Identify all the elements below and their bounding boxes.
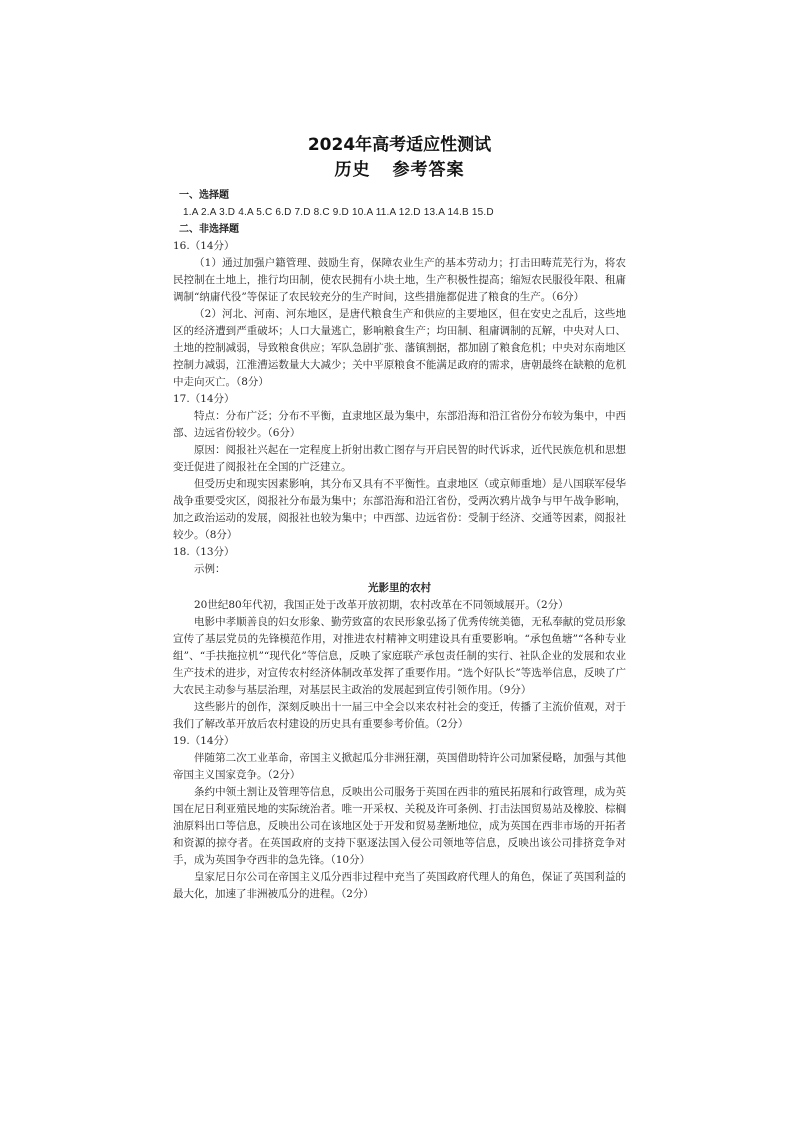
question-19-para3: 皇家尼日尔公司在帝国主义瓜分西非过程中充当了英国政府代理人的角色，保证了英国利益的最大化，加速了非洲被瓜分的进程。（2分） xyxy=(173,871,626,900)
question-17-reasons-cont: 但受历史和现实因素影响，其分布又具有不平衡性。直隶地区（或京师重地）是八国联军侵华战争重要受灾区，阅报社分布最为集中；东部沿海和沿江省份，受两次鸦片战争与甲午战争影响，加之政治运动的发展，阅报社也较为集中；中西部、边远省份：受制于经济、交通等因素，阅报社较少。（8分） xyxy=(173,478,626,541)
question-17-reasons: 原因：阅报社兴起在一定程度上折射出救亡图存与开启民智的时代诉求，近代民族危机和思想变迁促进了阅报社在全国的广泛建立。 xyxy=(173,444,626,473)
question-18-para1: 20世纪80年代初，我国正处于改革开放初期，农村改革在不同领域展开。（2分） xyxy=(194,599,569,611)
subject-label: 历史 xyxy=(334,160,371,180)
question-18-example-label: 示例： xyxy=(194,563,226,575)
question-17-header: 17.（14分） xyxy=(173,393,235,405)
question-18-essay-title: 光影里的农村 xyxy=(368,582,431,594)
question-18-para2: 电影中孝顺善良的妇女形象、勤劳致富的农民形象弘扬了优秀传统美德，无私奉献的党员形象宣传了基层党员的先锋模范作用，对推进农村精神文明建设具有重要影响。“承包鱼塘”“各种专业组”、“手扶拖拉机”“现代化”等信息，反映了家庭联产承包责任制的实行、社队企业的发展和农业生产技术的进步，对宣传农村经济体制改革发挥了重要作用。“选个好队长”等选举信息，反映了广大农民主动参与基层治理，对基层民主政治的发展起到宣传引领作用。（9分） xyxy=(173,616,626,696)
section-non-choice-heading: 二、非选择题 xyxy=(179,224,239,235)
question-19-para2: 条约中领土割让及管理等信息，反映出公司服务于英国在西非的殖民拓展和行政管理，成为英国在尼日利亚殖民地的实际统治者。唯一开采权、关税及许可条例、打击法国贸易站及橡胶、棕榈油原料出口等信息，反映出公司在该地区处于开发和贸易垄断地位，成为英国在西非市场的开拓者和资源的掠夺者。在英国政府的支持下驱逐法国入侵公司领地等信息，反映出该公司排挤竞争对手，成为英国争夺西非的急先锋。（10分） xyxy=(173,786,626,866)
question-18-para3: 这些影片的创作，深刻反映出十一届三中全会以来农村社会的变迁，传播了主流价值观，对于我们了解改革开放后农村建设的历史具有重要参考价值。（2分） xyxy=(173,701,626,730)
question-18-header: 18.（13分） xyxy=(173,546,235,558)
question-17-features: 特点：分布广泛；分布不平衡，直隶地区最为集中，东部沿海和沿江省份分布较为集中，中西部、边远省份较少。（6分） xyxy=(173,410,626,439)
page-subtitle xyxy=(173,158,626,183)
page-title: 2024年高考适应性测试 xyxy=(307,135,492,155)
question-19-header: 19.（14分） xyxy=(173,735,235,747)
question-16-part1: （1）通过加强户籍管理、鼓励生育，保障农业生产的基本劳动力；打击田畴荒芜行为，将农民控制在土地上，推行均田制，使农民拥有小块土地，生产积极性提高；缩短农民服役年限、租庸调制“纳庸代役”等保证了农民较充分的生产时间，这些措施都促进了粮食的生产。（6分） xyxy=(173,257,626,303)
multiple-choice-answers: 1.A 2.A 3.D 4.A 5.C 6.D 7.D 8.C 9.D 10.A 11.A 12.D 13.A 14.B 15.D xyxy=(183,207,494,218)
question-16-part2: （2）河北、河南、河东地区，是唐代粮食生产和供应的主要地区，但在安史之乱后，这些地区的经济遭到严重破坏；人口大量逃亡，影响粮食生产；均田制、租庸调制的瓦解，中央对人口、土地的控制减弱，导致粮食供应；军队急剧扩张、藩镇割据，都加剧了粮食危机；中央对东南地区控制力减弱，江淮漕运数量大大减少；关中平原粮食不能满足政府的需求，唐朝最终在缺粮的危机中走向灭亡。（8分） xyxy=(173,308,626,388)
section-multiple-choice-heading: 一、选择题 xyxy=(179,190,229,201)
answer-key-label: 参考答案 xyxy=(392,160,465,180)
question-16-header: 16.（14分） xyxy=(173,240,235,252)
question-19-para1: 伴随第二次工业革命，帝国主义掀起瓜分非洲狂潮，英国借助特许公司加紧侵略，加强与其他帝国主义国家竞争。（2分） xyxy=(173,752,626,781)
